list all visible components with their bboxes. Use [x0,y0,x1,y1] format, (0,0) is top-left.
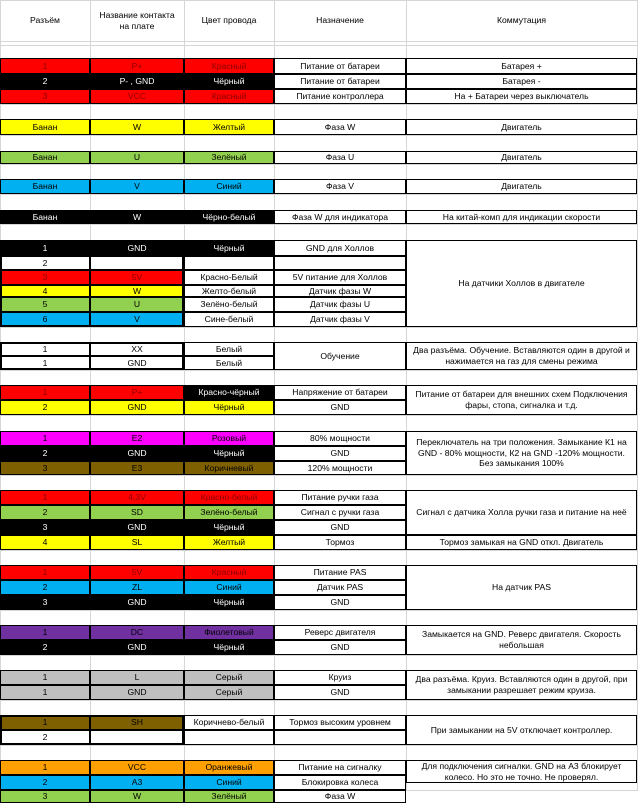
pin-name-cell: W [90,285,184,297]
wire-color-cell: Красно-чёрный [184,385,274,400]
wire-color-cell: Красный [184,58,274,74]
commutation-cell: Батарея + [406,58,637,74]
purpose-cell: Питание от батареи [274,58,406,74]
connector-cell: 1 [0,240,90,256]
purpose-cell: Круиз [274,670,406,685]
pin-name-cell: GND [90,640,184,655]
commutation-cell: Тормоз замыкая на GND откл. Двигатель [406,535,637,550]
pin-name-cell: VCC [90,89,184,104]
purpose-cell: GND [274,685,406,700]
pin-name-cell: W [90,210,184,224]
connector-cell: 3 [0,89,90,104]
pin-name-cell: VCC [90,760,184,775]
connector-cell: 1 [0,565,90,580]
wire-color-cell: Коричневый [184,461,274,475]
connector-cell: Банан [0,151,90,164]
wire-color-cell: Чёрный [184,446,274,461]
connector-cell: 3 [0,461,90,475]
connector-cell: 2 [0,775,90,790]
connector-cell: 4 [0,535,90,550]
connector-cell: 3 [0,520,90,535]
purpose-cell: Датчик фазы U [274,297,406,312]
pin-name-cell: V [90,179,184,194]
connector-cell: 5 [0,297,90,312]
purpose-cell: Датчик фазы W [274,285,406,297]
purpose-cell: Напряжение от батареи [274,385,406,400]
wire-color-cell: Синий [184,775,274,790]
connector-cell: 2 [0,74,90,89]
commutation-merged-cell: На датчик PAS [406,565,637,610]
pin-name-cell: E3 [90,461,184,475]
wire-color-cell: Зелёный [184,151,274,164]
pin-name-cell: GND [90,240,184,256]
header-commutation: Коммутация [497,15,546,26]
wire-color-cell: Чёрный [184,595,274,610]
wire-color-cell: Чёрный [184,400,274,415]
purpose-cell: Блокировка колеса [274,775,406,790]
purpose-cell [274,730,406,745]
pin-name-cell: 4,3V [90,490,184,505]
connector-cell: 4 [0,285,90,297]
header-connector: Разъём [30,15,60,26]
pin-name-cell: 5V [90,270,184,285]
purpose-cell: Тормоз [274,535,406,550]
connector-cell: 2 [0,505,90,520]
commutation-merged-cell: Для подключения сигналки. GND на А3 блокирует колесо. Но это не точно. Не проверял. [406,760,637,783]
purpose-cell: GND [274,520,406,535]
connector-cell: 1 [0,342,90,356]
wire-color-cell: Фиолетовый [184,625,274,640]
wire-color-cell: Зелёно-белый [184,505,274,520]
purpose-cell: Фаза U [274,151,406,164]
connector-cell: 1 [0,685,90,700]
wire-color-cell: Белый [184,342,274,356]
purpose-cell: Сигнал с ручки газа [274,505,406,520]
purpose-cell: Питание от батареи [274,74,406,89]
commutation-merged-cell: Питание от батареи для внешних схем Подключения фары, стопа, сигналка и т.д. [406,385,637,415]
connector-cell: 1 [0,356,90,370]
purpose-cell: Датчик PAS [274,580,406,595]
header-wire-color: Цвет провода [201,15,257,26]
connector-cell: Банан [0,119,90,135]
connector-cell: 3 [0,790,90,803]
pin-name-cell: SD [90,505,184,520]
pin-name-cell: U [90,297,184,312]
purpose-cell: Фаза W [274,790,406,803]
connector-cell: 2 [0,580,90,595]
connector-cell: Банан [0,210,90,224]
pin-name-cell: ZL [90,580,184,595]
purpose-cell: 5V питание для Холлов [274,270,406,285]
wire-color-cell: Розовый [184,431,274,446]
commutation-merged-cell: На датчики Холлов в двигателе [406,240,637,327]
wire-color-cell: Сине-белый [184,312,274,327]
wire-color-cell: Оранжевый [184,760,274,775]
wire-color-cell: Красно-Белый [184,270,274,285]
pin-name-cell: GND [90,400,184,415]
connector-cell: 2 [0,446,90,461]
purpose-cell: Реверс двигателя [274,625,406,640]
connector-cell: 2 [0,730,90,745]
pin-name-cell: A3 [90,775,184,790]
commutation-merged-cell: Переключатель на три положения. Замыкание К1 на GND - 80% мощности, К2 на GND -120% мощности. Без замыкания 100% [406,431,637,475]
wire-color-cell: Белый [184,356,274,370]
commutation-merged-cell: Замыкается на GND. Реверс двигателя. Скорость небольшая [406,625,637,655]
wire-color-cell: Чёрный [184,240,274,256]
pin-name-cell [90,730,184,745]
commutation-merged-cell: Два разъёма. Обучение. Вставляются один в другой и нажимается на газ для смены режима [406,342,637,370]
commutation-merged-cell: При замыкании на 5V отключает контроллер. [406,715,637,745]
wire-color-cell: Синий [184,580,274,595]
purpose-cell: GND для Холлов [274,240,406,256]
wire-color-cell: Чёрный [184,520,274,535]
pin-name-cell: E2 [90,431,184,446]
wire-color-cell: Серый [184,685,274,700]
purpose-cell: Фаза W [274,119,406,135]
connector-cell: 1 [0,58,90,74]
purpose-cell: GND [274,595,406,610]
purpose-cell: GND [274,400,406,415]
connector-cell: 1 [0,431,90,446]
pin-name-cell: SL [90,535,184,550]
pin-name-cell: XX [90,342,184,356]
pin-name-cell: P+ [90,385,184,400]
pin-name-cell: SH [90,715,184,730]
pin-name-cell: P+ [90,58,184,74]
wire-color-cell: Чёрно-белый [184,210,274,224]
purpose-merged-cell: Обучение [274,342,406,370]
header-pin-name: Название контакта на плате [99,9,175,31]
wire-color-cell: Чёрный [184,640,274,655]
connector-cell: 1 [0,715,90,730]
pin-name-cell [90,256,184,270]
connector-cell: 2 [0,640,90,655]
connector-cell: 1 [0,625,90,640]
commutation-cell: Двигатель [406,119,637,135]
purpose-cell [274,256,406,270]
wire-color-cell [184,256,274,270]
wire-color-cell: Синий [184,179,274,194]
connector-cell: 2 [0,400,90,415]
pin-name-cell: 5V [90,565,184,580]
wire-color-cell: Желтый [184,119,274,135]
purpose-cell: Фаза W для индикатора [274,210,406,224]
wire-color-cell [184,730,274,745]
commutation-merged-cell: Два разъёма. Круиз. Вставляются один в другой, при замыкании разрешает режим круиза. [406,670,637,700]
purpose-cell: Фаза V [274,179,406,194]
connector-cell: 1 [0,490,90,505]
pin-name-cell: DC [90,625,184,640]
purpose-cell: 80% мощности [274,431,406,446]
pin-name-cell: GND [90,595,184,610]
wire-color-cell: Коричнево-белый [184,715,274,730]
purpose-cell: Питание контроллера [274,89,406,104]
commutation-cell: Батарея - [406,74,637,89]
wire-color-cell: Красный [184,565,274,580]
purpose-cell: Питание PAS [274,565,406,580]
pin-name-cell: GND [90,446,184,461]
connector-cell: 6 [0,312,90,327]
wire-color-cell: Красно-белый [184,490,274,505]
purpose-cell: Датчик фазы V [274,312,406,327]
wire-color-cell: Зелёно-белый [184,297,274,312]
purpose-cell: Тормоз высоким уровнем [274,715,406,730]
wire-color-cell: Чёрный [184,74,274,89]
wire-color-cell: Желтый [184,535,274,550]
commutation-cell: Двигатель [406,179,637,194]
connector-cell: Банан [0,179,90,194]
commutation-cell: На китай-комп для индикации скорости [406,210,637,224]
pin-name-cell: V [90,312,184,327]
connector-cell: 1 [0,385,90,400]
header-purpose: Назначение [316,15,364,26]
purpose-cell: 120% мощности [274,461,406,475]
pin-name-cell: P- , GND [90,74,184,89]
commutation-cell: На + Батареи через выключатель [406,89,637,104]
purpose-cell: GND [274,640,406,655]
connector-cell: 2 [0,256,90,270]
pin-name-cell: GND [90,685,184,700]
commutation-merged-cell: Сигнал с датчика Холла ручки газа и питание на неё [406,490,637,535]
purpose-cell: Питание ручки газа [274,490,406,505]
pin-name-cell: GND [90,356,184,370]
pin-name-cell: L [90,670,184,685]
commutation-cell: Двигатель [406,151,637,164]
pin-name-cell: W [90,119,184,135]
purpose-cell: Питание на сигналку [274,760,406,775]
wire-color-cell: Зелёный [184,790,274,803]
wire-color-cell: Серый [184,670,274,685]
purpose-cell: GND [274,446,406,461]
connector-cell: 1 [0,670,90,685]
pin-name-cell: U [90,151,184,164]
wire-color-cell: Желто-белый [184,285,274,297]
pin-name-cell: W [90,790,184,803]
pin-name-cell: GND [90,520,184,535]
wire-color-cell: Красный [184,89,274,104]
connector-cell: 1 [0,760,90,775]
connector-cell: 3 [0,595,90,610]
connector-cell: 3 [0,270,90,285]
